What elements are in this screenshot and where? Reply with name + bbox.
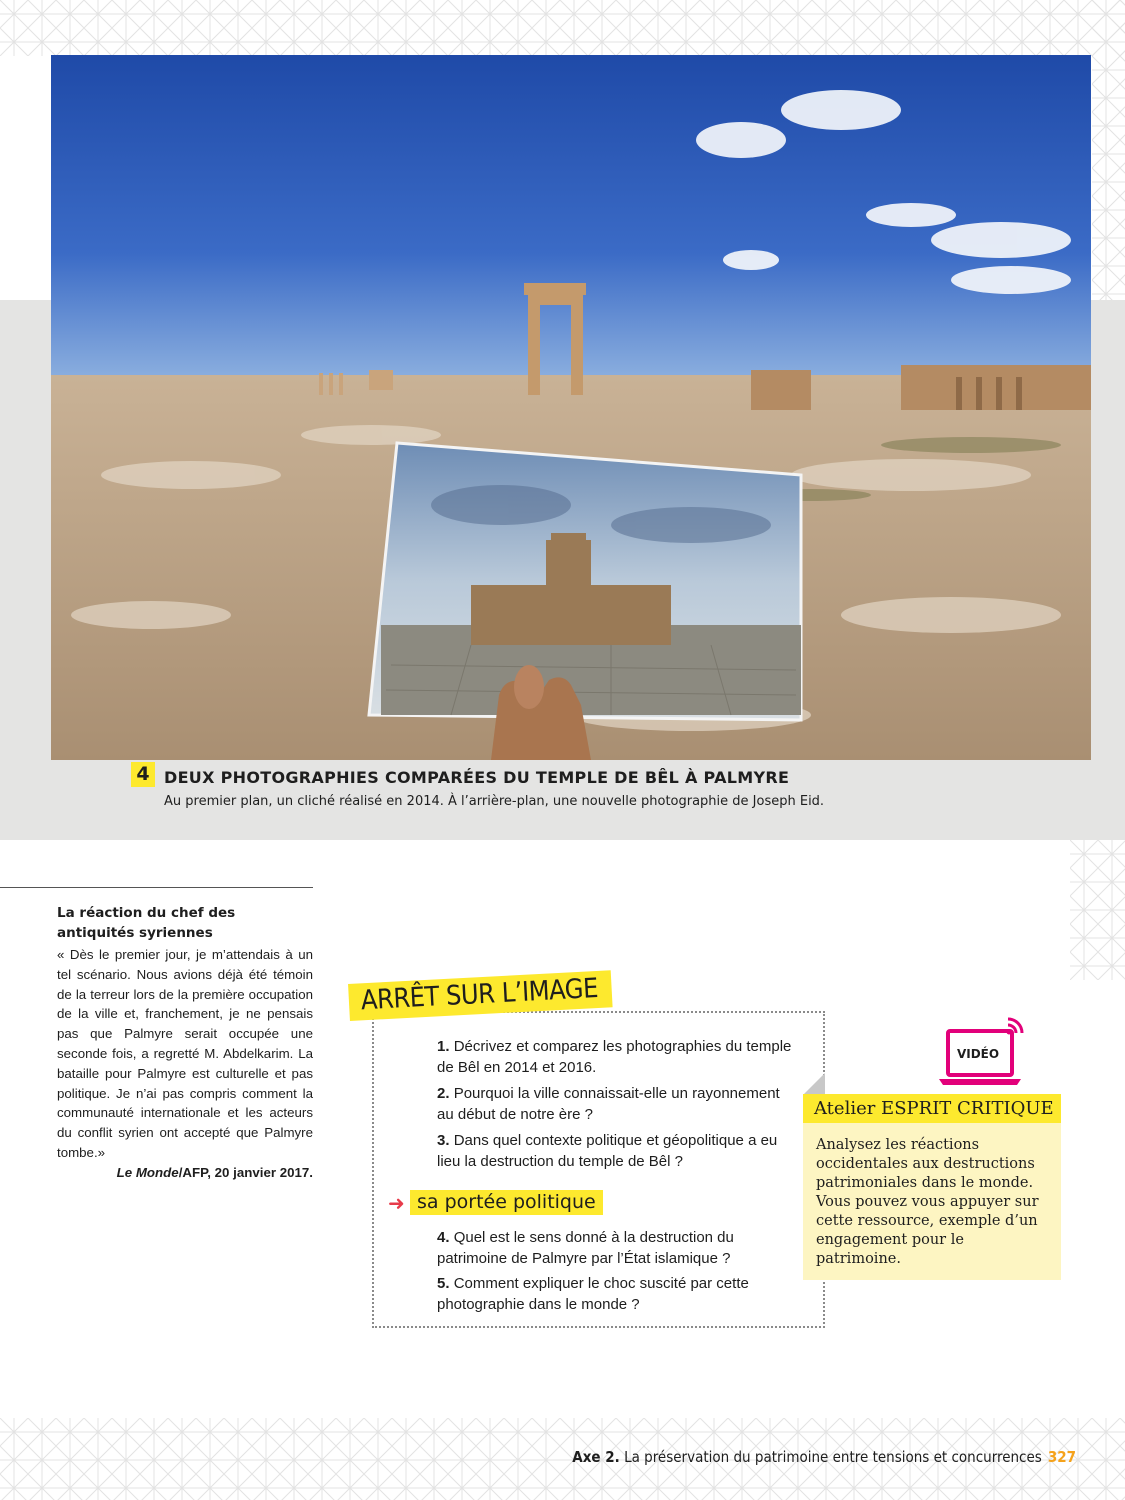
video-label: VIDÉO [956, 1047, 1000, 1061]
page-number: 327 [1047, 1448, 1076, 1466]
sidebar-divider [0, 887, 313, 888]
source-details: /AFP, 20 janvier 2017. [178, 1165, 313, 1180]
figure-number: 4 [131, 762, 155, 787]
question-text: Décrivez et comparez les photographies du temple de Bêl en 2014 et 2016. [437, 1038, 792, 1076]
sidebar-quote: « Dès le premier jour, je m’attendais à un tel scénario. Nous avions déjà été témoin de la terreur lors de la première occupation de la ville et, franchement, je ne pensais pas que Palmyre serait occupée une seconde fois, a regretté M. Abdelkarim. La bataille pour Palmyre est culturelle et pas politique. Je n’ai pas compris comment la communauté internationale et les acteurs du conflit syrien ont accepté que Palmyre tombe.» [57, 947, 313, 1160]
question-number: 2. [437, 1085, 450, 1102]
question-number: 1. [437, 1038, 450, 1055]
portee-politique-label: sa portée politique [410, 1190, 603, 1215]
sidebar-source [57, 1165, 313, 1180]
question-2 [437, 1083, 797, 1125]
arrow-right-icon: ➜ [388, 1191, 405, 1215]
question-3 [437, 1130, 797, 1172]
question-text: Dans quel contexte politique et géopolitique a eu lieu la destruction du temple de Bêl ? [437, 1132, 778, 1170]
decorative-pattern-right [1092, 0, 1125, 300]
question-5 [437, 1273, 797, 1315]
arret-sur-image-label: ARRÊT SUR L’IMAGE [348, 970, 613, 1021]
footer-axe: Axe 2. [572, 1448, 620, 1466]
decorative-pattern-top [0, 0, 1125, 56]
question-number: 4. [437, 1229, 450, 1246]
figure-caption: Au premier plan, un cliché réalisé en 2014. À l’arrière-plan, une nouvelle photographie de Joseph Eid. [164, 794, 825, 809]
question-text: Quel est le sens donné à la destruction du patrimoine de Palmyre par l’État islamique ? [437, 1229, 734, 1267]
footer-text: La préservation du patrimoine entre tensions et concurrences [624, 1448, 1042, 1466]
question-1 [437, 1036, 797, 1078]
question-text: Comment expliquer le choc suscité par cette photographie dans le monde ? [437, 1275, 749, 1313]
atelier-heading: Atelier ESPRIT CRITIQUE [803, 1094, 1061, 1123]
page-footer [572, 1448, 1076, 1466]
source-publication: Le Monde [116, 1165, 179, 1180]
figure-title: DEUX PHOTOGRAPHIES COMPARÉES DU TEMPLE DE BÊL À PALMYRE [164, 768, 790, 787]
sidebar-title: La réaction du chef des antiquités syriennes [57, 905, 236, 941]
question-number: 3. [437, 1132, 450, 1149]
question-4 [437, 1227, 797, 1269]
question-number: 5. [437, 1275, 450, 1292]
palmyra-photograph [51, 55, 1091, 760]
atelier-corner [803, 1073, 825, 1095]
question-text: Pourquoi la ville connaissait-elle un rayonnement au début de notre ère ? [437, 1085, 780, 1123]
decorative-pattern-right-middle [1070, 840, 1125, 980]
atelier-body: Analysez les réactions occidentales aux destructions patrimoniales dans le monde. Vous pouvez vous appuyer sur cette ressource, exemple d’un engagement pour le patrimoine. [803, 1123, 1061, 1280]
